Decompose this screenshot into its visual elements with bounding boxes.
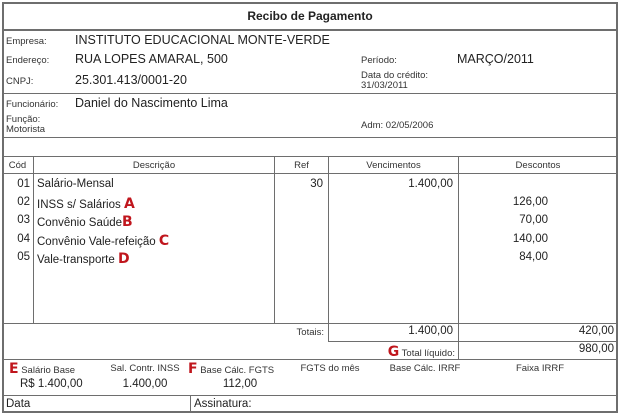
total-liquido-value: 980,00 bbox=[578, 343, 614, 355]
marker-d: D bbox=[117, 251, 130, 267]
header-cod: Cód bbox=[8, 160, 27, 171]
salario-base-value: R$ 1.400,00 bbox=[20, 378, 83, 390]
salario-base-label: Salário Base bbox=[21, 365, 76, 376]
assinatura-label: Assinatura: bbox=[194, 398, 252, 410]
row-descontos: 84,00 bbox=[519, 251, 548, 263]
base-fgts-label: Base Cálc. FGTS bbox=[200, 365, 275, 376]
data-label: Data bbox=[6, 398, 31, 410]
row-descricao-text: Convênio Vale-refeição bbox=[37, 236, 156, 248]
divider bbox=[2, 323, 618, 324]
marker-a: A bbox=[123, 196, 135, 212]
endereco-label: Endereço: bbox=[6, 55, 50, 66]
adm-date: Adm: 02/05/2006 bbox=[361, 120, 434, 131]
row-descricao-text: INSS s/ Salários bbox=[37, 199, 121, 211]
row-descricao bbox=[37, 251, 130, 267]
row-cod: 05 bbox=[17, 251, 30, 263]
marker-c: C bbox=[158, 233, 170, 249]
row-descontos: 140,00 bbox=[512, 233, 548, 245]
row-descricao-text: Convênio Saúde bbox=[37, 217, 123, 229]
empresa-label: Empresa: bbox=[6, 36, 47, 47]
funcionario-label: Funcionário: bbox=[6, 99, 59, 110]
marker-e: E bbox=[9, 361, 19, 377]
faixa-irrf-label: Faixa IRRF bbox=[515, 363, 565, 374]
divider bbox=[2, 173, 618, 174]
row-descontos: 70,00 bbox=[519, 214, 548, 226]
sal-contr-inss-value: 1.400,00 bbox=[122, 378, 168, 390]
fgts-mes-label: FGTS do mês bbox=[300, 363, 360, 374]
totais-label: Totais: bbox=[296, 327, 324, 338]
periodo-value: MARÇO/2011 bbox=[457, 52, 534, 66]
row-vencimentos: 1.400,00 bbox=[408, 178, 453, 190]
periodo-label: Período: bbox=[361, 55, 397, 66]
marker-f: F bbox=[188, 361, 198, 377]
divider bbox=[2, 359, 618, 360]
data-credito-label: Data do crédito: bbox=[361, 70, 429, 81]
divider bbox=[2, 93, 618, 94]
row-descricao-text: Vale-transporte bbox=[37, 254, 115, 266]
marker-b: B bbox=[122, 214, 133, 230]
divider bbox=[328, 341, 618, 342]
funcionario-value: Daniel do Nascimento Lima bbox=[75, 96, 228, 110]
descontos-total: 420,00 bbox=[578, 325, 614, 337]
row-descricao bbox=[37, 196, 135, 212]
vencimentos-total: 1.400,00 bbox=[408, 325, 453, 337]
row-ref: 30 bbox=[310, 178, 323, 190]
base-fgts-label-wrap bbox=[188, 361, 274, 377]
salario-base-label-wrap bbox=[9, 361, 75, 377]
row-descricao: Salário-Mensal bbox=[37, 178, 114, 190]
header-descricao: Descrição bbox=[132, 160, 176, 171]
funcao-value: Motorista bbox=[6, 124, 46, 135]
column-divider bbox=[190, 395, 191, 413]
row-cod: 04 bbox=[17, 233, 30, 245]
row-descontos: 126,00 bbox=[512, 196, 548, 208]
divider bbox=[2, 395, 618, 396]
total-liquido-label-wrap bbox=[329, 344, 455, 360]
row-cod: 01 bbox=[17, 178, 30, 190]
sal-contr-inss-label: Sal. Contr. INSS bbox=[110, 363, 180, 374]
page-title: Recibo de Pagamento bbox=[247, 9, 373, 23]
endereco-value: RUA LOPES AMARAL, 500 bbox=[75, 52, 228, 66]
divider bbox=[2, 137, 618, 138]
divider bbox=[2, 156, 618, 157]
header-ref: Ref bbox=[294, 160, 309, 171]
row-cod: 02 bbox=[17, 196, 30, 208]
column-divider bbox=[33, 156, 34, 323]
empresa-value: INSTITUTO EDUCACIONAL MONTE-VERDE bbox=[75, 33, 330, 47]
marker-g: G bbox=[387, 344, 400, 360]
row-descricao bbox=[37, 214, 133, 230]
header-descontos: Descontos bbox=[515, 160, 561, 171]
header-vencimentos: Vencimentos bbox=[366, 160, 421, 171]
row-descricao bbox=[37, 233, 169, 249]
row-cod: 03 bbox=[17, 214, 30, 226]
funcao-label: Função: bbox=[6, 114, 41, 125]
cnpj-label: CNPJ: bbox=[6, 76, 34, 87]
data-credito-value: 31/03/2011 bbox=[361, 80, 408, 91]
cnpj-value: 25.301.413/0001-20 bbox=[75, 73, 187, 87]
base-irrf-label: Base Cálc. IRRF bbox=[389, 363, 461, 374]
divider bbox=[2, 29, 618, 31]
base-fgts-value: 112,00 bbox=[222, 378, 258, 390]
total-liquido-label: Total líquido: bbox=[401, 348, 455, 359]
